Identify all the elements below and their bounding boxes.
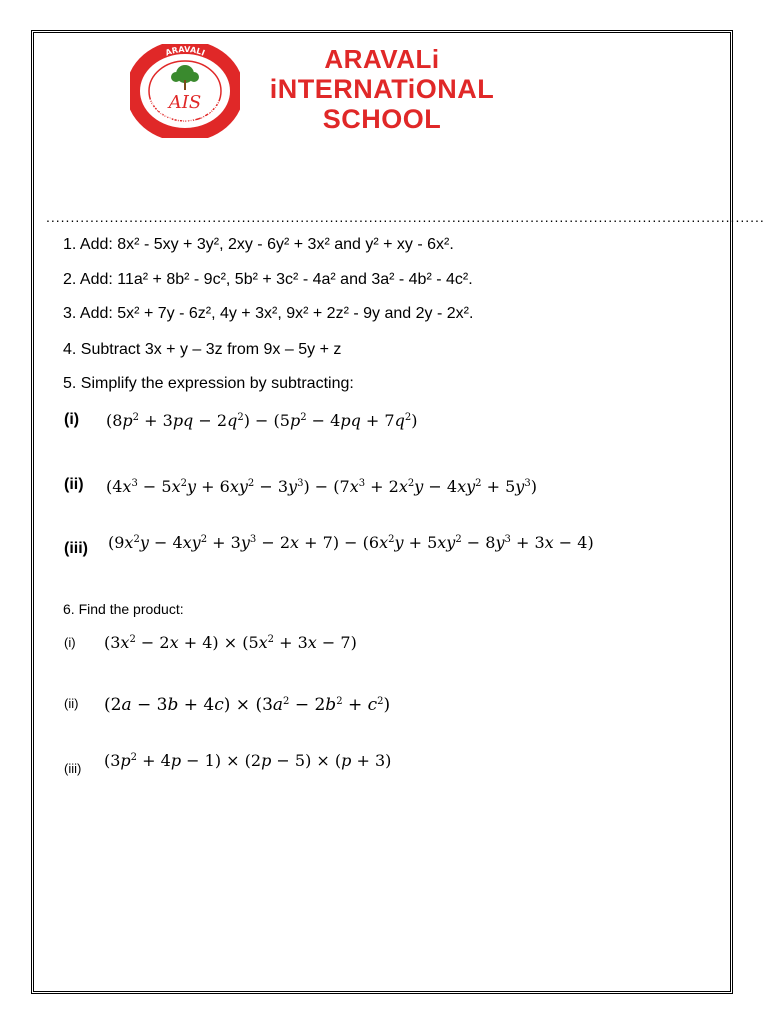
question-3: 3. Add: 5x² + 7y - 6z², 4y + 3x², 9x² + 2z² - 9y and 2y - 2x². <box>63 305 474 322</box>
school-name-line3: SCHOOL <box>322 104 442 134</box>
page-border <box>31 30 765 994</box>
q6-item-expression: $(3p^2 + 4p - 1) \times (2p - 5) \times (p + 3)$ <box>104 751 392 770</box>
q5-item-label: (ii) <box>64 476 84 493</box>
q6-item-expression: $(2a - 3b + 4c) \times (3a^2 - 2b^2 + c^2)$ <box>104 695 391 715</box>
q6-item-label: (iii) <box>64 761 82 776</box>
q5-item-expression: $(9x^2y - 4xy^2 + 3y^3 - 2x + 7) - (6x^2y + 5xy^2 - 8y^3 + 3x - 4)$ <box>108 533 594 552</box>
question-5: 5. Simplify the expression by subtracting: <box>63 375 354 392</box>
question-2: 2. Add: 11a² + 8b² - 9c², 5b² + 3c² - 4a² and 3a² - 4b² - 4c². <box>63 271 473 288</box>
dotted-separator: ................................................................................................................................................... <box>46 209 765 225</box>
q6-item-expression: $(3x^2 - 2x + 4) \times (5x^2 + 3x - 7)$ <box>104 633 357 652</box>
question-1-number: 1. <box>63 236 77 253</box>
school-name <box>252 44 512 134</box>
q6-item-label: (ii) <box>64 696 79 711</box>
q6-item-label: (i) <box>64 635 76 650</box>
svg-text:AIS: AIS <box>168 92 202 113</box>
svg-text:INTERNATIONAL SCHOOL: INTERNATIONAL SCHOOL <box>146 97 224 125</box>
school-name-line1: ARAVALi <box>324 44 440 74</box>
question-1 <box>63 236 454 254</box>
school-logo <box>130 44 240 138</box>
question-4: 4. Subtract 3x + y – 3z from 9x – 5y + z <box>63 341 342 358</box>
question-6: 6. Find the product: <box>63 601 184 617</box>
svg-text:ARAVALI: ARAVALI <box>164 44 207 58</box>
q5-item-label: (iii) <box>64 540 88 557</box>
q5-item-expression: $(4x^3 - 5x^2y + 6xy^2 - 3y^3) - (7x^3 + 2x^2y - 4xy^2 + 5y^3)$ <box>106 477 537 496</box>
question-1-text: Add: 8x² - 5xy + 3y², 2xy - 6y² + 3x² and y² + xy - 6x². <box>76 236 454 253</box>
q5-item-label: (i) <box>64 411 80 428</box>
school-name-line2: iNTERNATiONAL <box>269 74 495 104</box>
q5-item-expression: $(8p^2 + 3pq - 2q^2) - (5p^2 - 4pq + 7q^2)$ <box>106 411 418 430</box>
